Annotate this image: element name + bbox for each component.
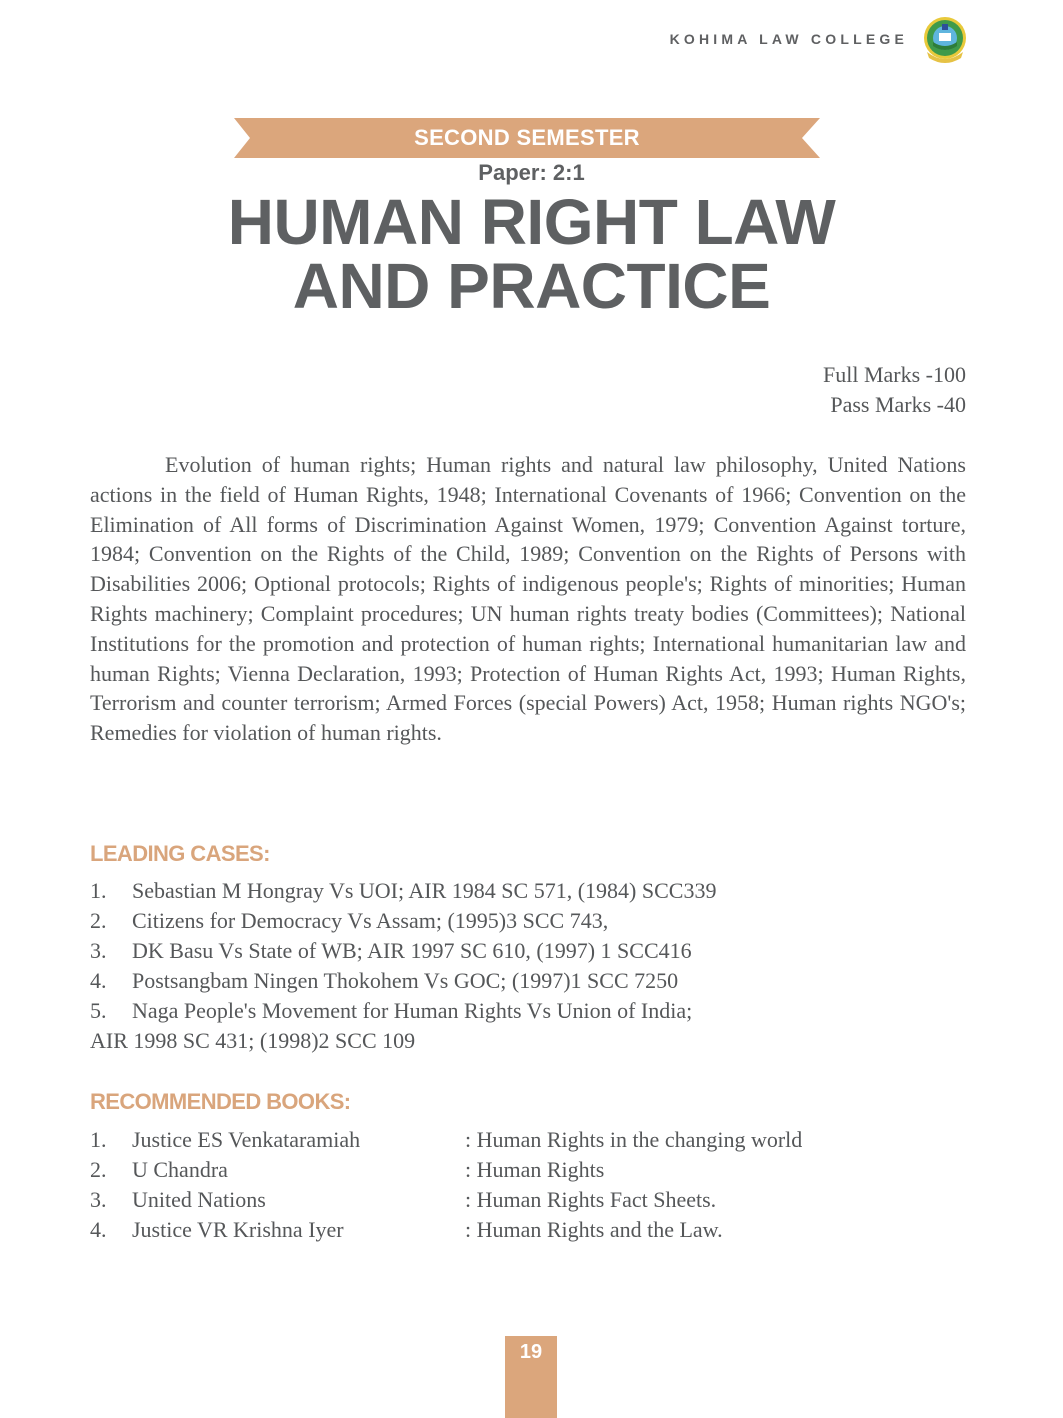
book-author: U Chandra bbox=[132, 1157, 228, 1182]
book-number: 1. bbox=[90, 1127, 107, 1152]
case-citation-continuation: AIR 1998 SC 431; (1998)2 SCC 109 bbox=[90, 1028, 416, 1053]
book-item bbox=[90, 1155, 802, 1185]
pass-marks: Pass Marks -40 bbox=[830, 392, 966, 417]
syllabus-paragraph: Evolution of human rights; Human rights and natural law philosophy, United Nations actions in the field of Human Rights, 1948; International Covenants of 1966; Convention on the Elimination of All forms of Discrimination Against Women, 1979; Convention Against torture, 1984; Convention on the Rights of the Child, 1989; Convention on the Rights of Persons with Disabilities 2006; Optional protocols; Rights of indigenous people's; Rights of minorities; Human Rights machinery; Complaint procedures; UN human rights treaty bodies (Committees); National Institutions for the promotion and protection of human rights; International humanitarian law and human Rights; Vienna Declaration, 1993; Protection of Human Rights Act, 1993; Human Rights, Terrorism and counter terrorism; Armed Forces (special Powers) Act, 1958; Human rights NGO's; Remedies for violation of human rights. bbox=[90, 452, 966, 746]
paper-number: Paper: 2:1 bbox=[478, 160, 585, 185]
case-citation: Naga People's Movement for Human Rights Vs Union of India; bbox=[132, 998, 693, 1023]
book-item bbox=[90, 1125, 802, 1155]
case-citation: DK Basu Vs State of WB; AIR 1997 SC 610, (1997) 1 SCC416 bbox=[132, 938, 692, 963]
full-marks: Full Marks -100 bbox=[823, 362, 966, 387]
case-number: 4. bbox=[90, 968, 107, 993]
case-citation: Sebastian M Hongray Vs UOI; AIR 1984 SC 571, (1984) SCC339 bbox=[132, 878, 717, 903]
book-item bbox=[90, 1185, 802, 1215]
book-number: 2. bbox=[90, 1157, 107, 1182]
institution-name: KOHIMA LAW COLLEGE bbox=[669, 31, 908, 47]
case-number: 1. bbox=[90, 878, 107, 903]
book-author: United Nations bbox=[132, 1187, 266, 1212]
case-citation: Citizens for Democracy Vs Assam; (1995)3 SCC 743, bbox=[132, 908, 609, 933]
book-author: Justice VR Krishna Iyer bbox=[132, 1217, 344, 1242]
course-title bbox=[0, 186, 1063, 322]
book-item bbox=[90, 1215, 802, 1245]
book-title: : Human Rights Fact Sheets. bbox=[465, 1187, 717, 1212]
book-author: Justice ES Venkataramiah bbox=[132, 1127, 361, 1152]
book-number: 3. bbox=[90, 1187, 107, 1212]
case-number: 3. bbox=[90, 938, 107, 963]
college-crest-icon bbox=[919, 14, 971, 66]
case-item bbox=[90, 906, 716, 936]
case-item bbox=[90, 936, 716, 966]
page-number: 19 bbox=[505, 1336, 557, 1418]
course-title-line-1: HUMAN RIGHT LAW bbox=[227, 186, 836, 258]
recommended-books-heading: RECOMMENDED BOOKS: bbox=[90, 1089, 351, 1114]
case-number: 2. bbox=[90, 908, 107, 933]
case-item bbox=[90, 966, 716, 996]
book-title: : Human Rights and the Law. bbox=[465, 1217, 723, 1242]
case-item bbox=[90, 876, 716, 906]
recommended-books-list bbox=[90, 1125, 802, 1245]
semester-label: SECOND SEMESTER bbox=[414, 125, 640, 150]
book-title: : Human Rights in the changing world bbox=[465, 1127, 803, 1152]
book-number: 4. bbox=[90, 1217, 107, 1242]
case-item bbox=[90, 996, 716, 1026]
book-title: : Human Rights bbox=[465, 1157, 605, 1182]
marks-block bbox=[823, 360, 966, 420]
case-number: 5. bbox=[90, 998, 107, 1023]
course-title-line-2: AND PRACTICE bbox=[292, 250, 771, 322]
leading-cases-list bbox=[90, 876, 716, 1056]
semester-ribbon bbox=[234, 118, 820, 158]
case-citation: Postsangbam Ningen Thokohem Vs GOC; (1997)1 SCC 7250 bbox=[132, 968, 679, 993]
leading-cases-heading: LEADING CASES: bbox=[90, 841, 270, 866]
